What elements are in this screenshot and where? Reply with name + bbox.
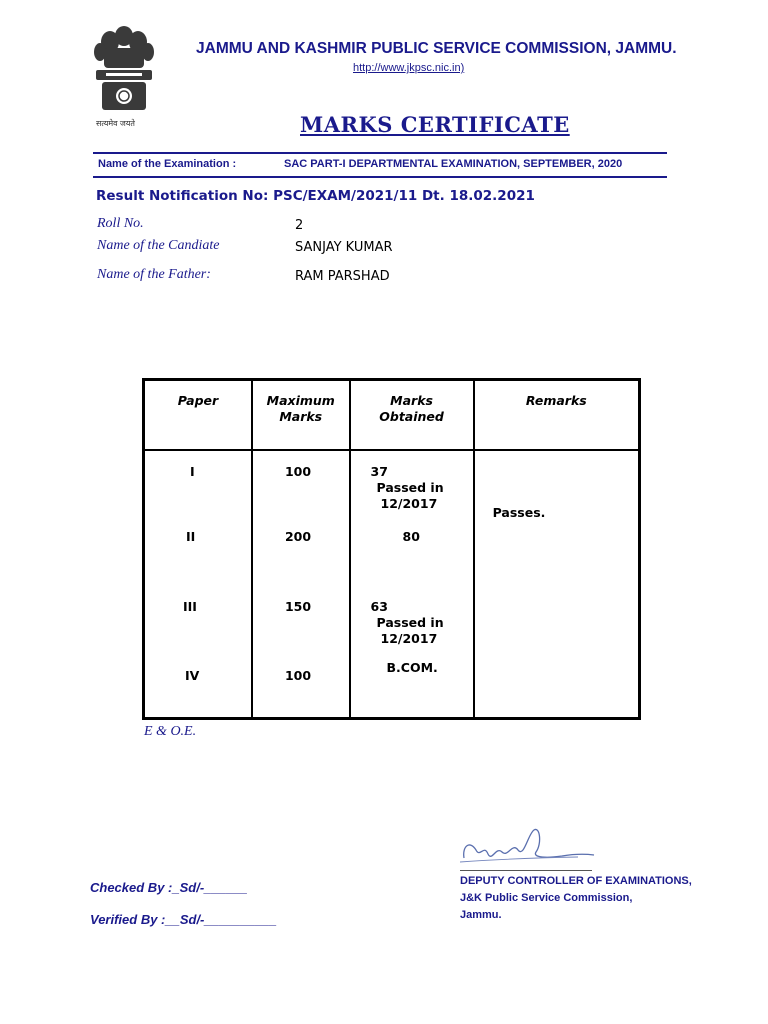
website-link[interactable]: http://www.jkpsc.nic.in) bbox=[353, 62, 465, 74]
signature-image bbox=[458, 824, 598, 868]
remarks-column bbox=[474, 450, 640, 719]
roll-label: Roll No. bbox=[97, 216, 144, 231]
marks-table bbox=[142, 378, 641, 720]
signatory-title: DEPUTY CONTROLLER OF EXAMINATIONS, bbox=[460, 875, 692, 887]
candidate-name-label: Name of the Candiate bbox=[97, 238, 220, 253]
father-name-value: RAM PARSHAD bbox=[295, 269, 390, 284]
paper-3: III bbox=[183, 599, 197, 614]
max-marks-1: 100 bbox=[284, 464, 312, 479]
signature-line bbox=[460, 870, 592, 871]
paper-2: II bbox=[186, 529, 196, 544]
obtained-4: B.COM. bbox=[386, 660, 438, 675]
exam-name-label: Name of the Examination : bbox=[98, 158, 237, 170]
obtained-3: 63 bbox=[370, 599, 388, 614]
signatory-block bbox=[460, 873, 692, 924]
emblem-motto: सत्यमेव जयते bbox=[96, 119, 135, 128]
obtained-1: 37 bbox=[370, 464, 388, 479]
obtained-3-note: Passed in bbox=[376, 615, 444, 630]
paper-1: I bbox=[190, 464, 195, 479]
signatory-organisation: J&K Public Service Commission, bbox=[460, 892, 633, 904]
max-marks-2: 200 bbox=[284, 529, 312, 544]
candidate-name-value: SANJAY KUMAR bbox=[295, 240, 393, 255]
header-remarks: Remarks bbox=[474, 380, 640, 451]
table-header-row bbox=[144, 380, 640, 451]
maximum-marks-column bbox=[252, 450, 350, 719]
paper-column bbox=[144, 450, 252, 719]
obtained-3-date: 12/2017 bbox=[380, 631, 438, 646]
roll-value: 2 bbox=[295, 218, 304, 233]
marks-obtained-column bbox=[350, 450, 474, 719]
header-paper: Paper bbox=[144, 380, 252, 451]
max-marks-3: 150 bbox=[284, 599, 312, 614]
commission-name: JAMMU AND KASHMIR PUBLIC SERVICE COMMISSION, JAMMU. bbox=[196, 40, 677, 57]
result-notification: Result Notification No: PSC/EXAM/2021/11 Dt. 18.02.2021 bbox=[96, 188, 535, 204]
checked-by: Checked By :_Sd/-______ bbox=[90, 880, 248, 895]
father-name-label: Name of the Father: bbox=[97, 267, 211, 282]
signatory-place: Jammu. bbox=[460, 909, 502, 921]
obtained-1-note: Passed in bbox=[376, 480, 444, 495]
verified-by: Verified By :__Sd/-__________ bbox=[90, 912, 277, 927]
header-marks-obtained: Marks Obtained bbox=[350, 380, 474, 451]
paper-4: IV bbox=[185, 668, 200, 683]
remarks-value: Passes. bbox=[492, 505, 546, 520]
exam-name-value: SAC PART-I DEPARTMENTAL EXAMINATION, SEPTEMBER, 2020 bbox=[284, 158, 623, 170]
obtained-1-date: 12/2017 bbox=[380, 496, 438, 511]
certificate-title: MARKS CERTIFICATE bbox=[300, 112, 570, 137]
max-marks-4: 100 bbox=[284, 668, 312, 683]
header-maximum-marks: Maximum Marks bbox=[252, 380, 350, 451]
errors-omissions-note: E & O.E. bbox=[144, 724, 197, 739]
table-body-row bbox=[144, 450, 640, 719]
state-emblem-logo bbox=[88, 22, 160, 132]
obtained-2: 80 bbox=[402, 529, 420, 544]
